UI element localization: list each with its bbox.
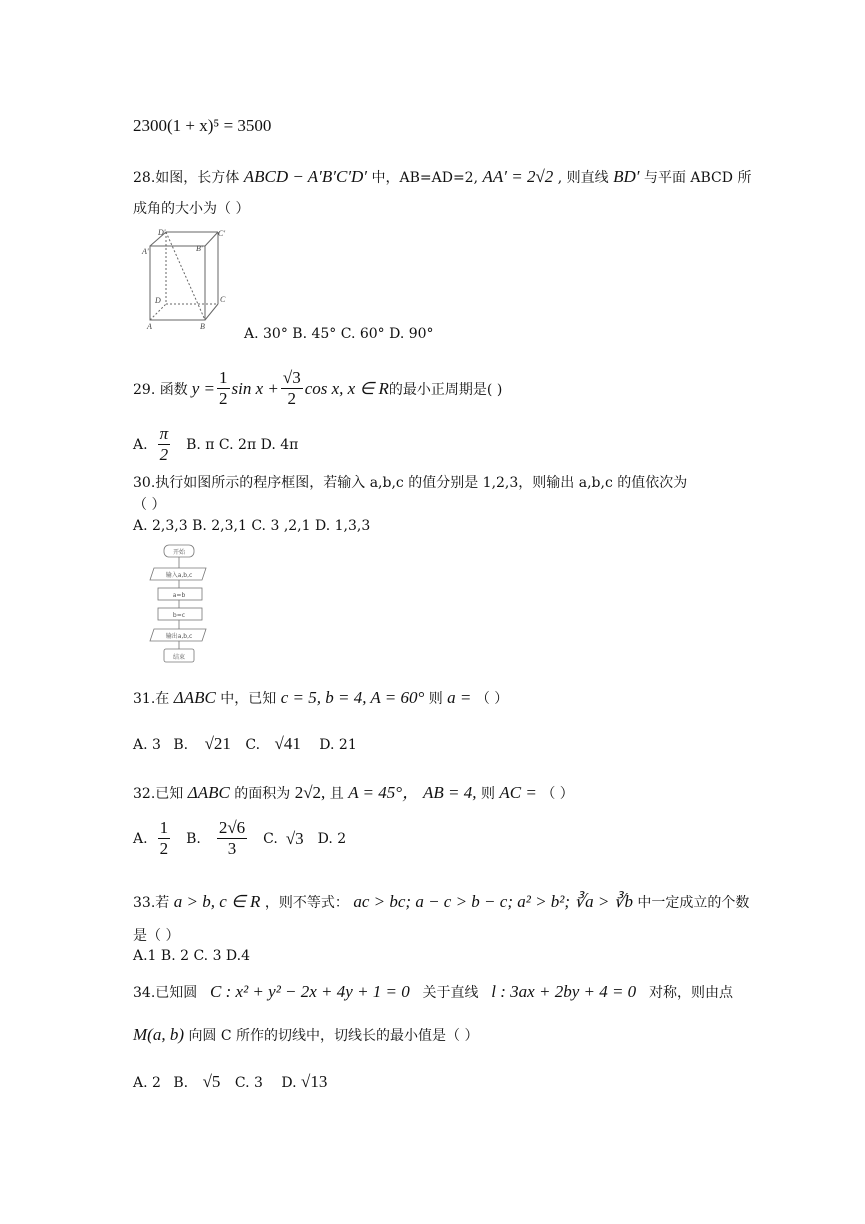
q32-line [133, 778, 574, 803]
q31-opt-b-label: B. [173, 737, 189, 753]
q32-opt-b-frac [217, 818, 247, 859]
q29-options [133, 424, 298, 465]
q33-mid: ，则不等式： [264, 895, 349, 911]
q31-triangle: ΔABC [173, 688, 216, 707]
label-d-prime: D' [158, 228, 166, 237]
q28-text-d: 与平面 ABCD 所 [643, 170, 752, 186]
q34-tail: 对称，则由点 [648, 985, 733, 1001]
label-d: D [155, 296, 161, 305]
q32-ask: AC = [499, 783, 537, 802]
flow-start: 开始 [172, 549, 186, 556]
q32-options [133, 818, 346, 859]
q34-opt-d-label: D. [281, 1075, 297, 1091]
q29-opt-rest: B. π C. 2π D. 4π [186, 436, 299, 453]
q31-opt-c-value: √41 [274, 734, 301, 753]
label-b-prime: B' [196, 244, 203, 253]
label-b: B [200, 322, 205, 331]
q29-frac2-num: √3 [282, 368, 301, 387]
q31-options [133, 734, 357, 754]
q32-opt-a: A. [133, 830, 148, 847]
flow-assign-b: b=c [172, 612, 186, 619]
q34-opt-d-value: √13 [301, 1072, 328, 1091]
flow-assign-a: a=b [172, 592, 186, 599]
q33-line2: 是（ ） [133, 928, 180, 944]
flow-end: 结束 [172, 654, 186, 661]
q32-prefix: 32.已知 [133, 786, 184, 802]
q34-opt-c: C. 3 [234, 1075, 263, 1091]
q30-line2: （ ） [133, 497, 166, 513]
q29-opt-a-frac [158, 424, 171, 465]
q30-line1: 30.执行如图所示的程序框图，若输入 a,b,c 的值分别是 1,2,3，则输出 a,b,c 的值依次为 [133, 475, 688, 491]
q31-mid: 中，已知 [220, 691, 277, 707]
q28-line1 [133, 167, 751, 187]
q29-func: y = [191, 378, 215, 398]
q29-prefix: 29. 函数 [133, 381, 188, 398]
q29-tail: cos x, x ∈ R [304, 378, 389, 398]
q31-cond: c = 5, b = 4, A = 60° [280, 688, 425, 707]
q32-opt-a-frac [158, 818, 171, 859]
q32-opt-b: B. [186, 830, 201, 847]
q31-ask: a = [447, 688, 472, 707]
q34-line-eq: l : 3ax + 2by + 4 = 0 [491, 982, 637, 1001]
q34-prefix: 34.已知圆 [133, 985, 198, 1001]
cuboid-figure [140, 228, 230, 333]
q34-line1 [133, 982, 733, 1002]
q29-frac2-den: 2 [287, 389, 297, 408]
q32-cond: A = 45°， AB = 4, [348, 783, 477, 802]
label-a: A [147, 322, 152, 331]
q32-and: 且 [329, 786, 344, 802]
q30-options: A. 2,3,3 B. 2,3,1 C. 3 ,2,1 D. 1,3,3 [133, 518, 371, 534]
q32-opt-c: C. [263, 830, 278, 847]
q28-line-bd: BD′ [613, 167, 640, 186]
q29-mid: sin x + [231, 378, 279, 398]
q34-point: M(a, b) [133, 1025, 184, 1044]
q34-opt-b-label: B. [173, 1075, 189, 1091]
q32-tail: 则 [480, 786, 495, 802]
q29-opt-a: A. [133, 436, 148, 453]
q33-line1 [133, 892, 749, 912]
q32-opt-c-value: √3 [285, 828, 304, 848]
label-c: C [220, 295, 226, 304]
q29-frac1-num: 1 [219, 368, 228, 387]
q34-line2 [133, 1025, 479, 1045]
q34-opt-b-value: √5 [202, 1072, 221, 1091]
flow-input: 输入a,b,c [165, 572, 193, 579]
q29-frac1 [217, 368, 230, 409]
q29-suffix: 的最小正周期是( ) [388, 381, 503, 398]
q34-options [133, 1072, 327, 1092]
flowchart-figure [146, 543, 212, 667]
q32-opt-b-num: 2√6 [218, 818, 246, 837]
q31-opt-a: A. 3 [133, 737, 161, 753]
flow-output: 输出a,b,c [165, 633, 193, 640]
q33-tail: 中一定成立的个数 [637, 895, 750, 911]
q33-options: A.1 B. 2 C. 3 D.4 [133, 948, 251, 964]
q28-line2: 成角的大小为（ ） [133, 201, 250, 217]
q31-opt-c-label: C. [245, 737, 261, 753]
q33-inequalities: ac > bc; a − c > b − c; a² > b²; ∛a > ∛b [353, 892, 633, 911]
q33-prefix: 33.若 [133, 895, 170, 911]
q28-text-c: , 则直线 [557, 170, 609, 186]
q28-text-a: 28.如图，长方体 [133, 170, 240, 186]
q29-frac1-den: 2 [219, 389, 228, 408]
q31-tail: 则 [428, 691, 443, 707]
q32-triangle: ΔABC [187, 783, 230, 802]
q29-opt-a-den: 2 [159, 445, 169, 464]
q33-cond: a > b, c ∈ R [173, 892, 261, 911]
q28-options: A. 30° B. 45° C. 60° D. 90° [244, 326, 434, 342]
label-a-prime: A' [142, 247, 149, 256]
q28-edge-aa: AA′ = 2√2 [482, 167, 554, 186]
q32-mid: 的面积为 [234, 786, 291, 802]
q34-opt-a: A. 2 [133, 1075, 161, 1091]
q28-solid-name: ABCD − A′B′C′D′ [243, 167, 368, 186]
q29-opt-a-num: π [159, 424, 169, 443]
q34-circle: C : x² + y² − 2x + 4y + 1 = 0 [210, 982, 410, 1001]
q32-opt-d: D. 2 [317, 830, 347, 847]
q32-opt-a-den: 2 [159, 839, 169, 858]
q32-opt-a-num: 1 [159, 818, 169, 837]
q29-line [133, 368, 502, 409]
q31-suffix: （ ） [475, 691, 509, 707]
label-c-prime: C' [218, 229, 226, 238]
q34-line2-text: 向圆 C 所作的切线中，切线长的最小值是（ ） [188, 1028, 479, 1044]
q31-line [133, 688, 508, 708]
equation-line: 2300(1 + x)⁵ = 3500 [133, 116, 272, 135]
q32-opt-b-den: 3 [227, 839, 237, 858]
q32-area: 2√2, [294, 783, 326, 802]
q32-suffix: （ ） [541, 786, 574, 802]
q31-opt-b-value: √21 [204, 734, 231, 753]
q34-mid: 关于直线 [422, 985, 479, 1001]
q31-prefix: 31.在 [133, 691, 170, 707]
q28-text-b: 中，AB=AD=2, [371, 170, 479, 186]
q31-opt-d: D. 21 [319, 737, 357, 753]
q29-frac2 [281, 368, 303, 409]
